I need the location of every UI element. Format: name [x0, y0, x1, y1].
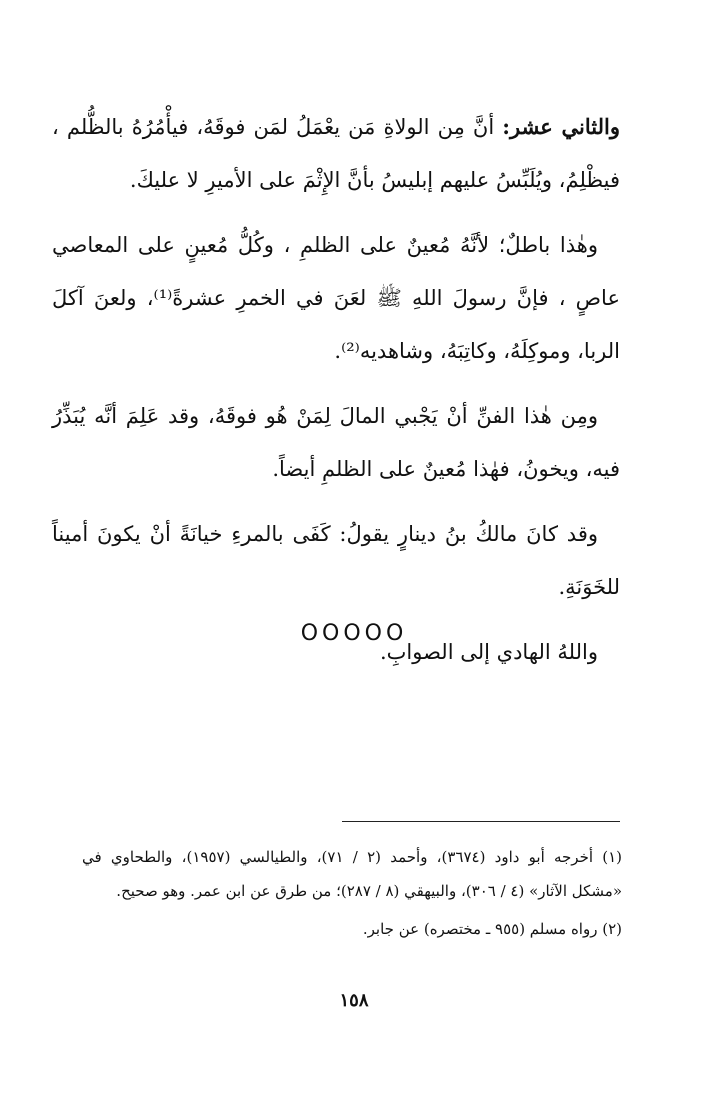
footnote-1: (١) أخرجه أبو داود (٣٦٧٤)، وأحمد (٢ / ٧١)، والطيالسي (١٩٥٧)، والطحاوي في «مشكل الآثار» (٤ / ٣٠٦)، والبيهقي (٨ / ٢٨٧)؛ من طرق عن ابن عمر. وهو صحيح. [82, 848, 623, 900]
paragraph-1 [52, 100, 620, 207]
paragraph-3 [52, 390, 620, 496]
paragraph-text: أنَّ مِن الولاةِ مَن يعْمَلُ لمَن فوقَهُ، فيأْمُرُهُ بالظُّلم ، فيظْلِمُ، ويُلَبِّسُ عليهم إبليسُ بأنَّ الإِثْمَ على الأميرِ لا عليكَ. [52, 115, 620, 192]
page-number: ١٥٨ [339, 990, 369, 1011]
footnotes [82, 840, 622, 950]
paragraph-text: ومِن هٰذا الفنِّ أنْ يَجْبي المالَ لِمَنْ هُو فوقَهُ، وقد عَلِمَ أنَّه يُبَذِّرُ فيه، ويخونُ، فهٰذا مُعينٌ على الظلمِ أيضاً. [52, 404, 620, 481]
section-separator: OOOOO [300, 621, 408, 646]
paragraph-4 [52, 508, 620, 614]
main-text [52, 100, 620, 679]
footnote-divider [342, 821, 620, 822]
paragraph-lead: والثاني عشر: [502, 114, 621, 139]
footnote-2: (٢) رواه مسلم (٩٥٥ ـ مختصره) عن جابر. [362, 920, 622, 938]
paragraph-text: وقد كانَ مالكُ بنُ دينارٍ يقولُ: كَفَى بالمرءِ خيانَةً أنْ يكونَ أميناً للخَوَنَةِ. [52, 522, 620, 599]
closing-line: واللهُ الهادي إلى الصوابِ. [379, 640, 598, 664]
paragraph-text: وهٰذا باطلٌ؛ لأنَّهُ مُعينٌ على الظلمِ ، وكُلُّ مُعينٍ على المعاصي عاصٍ ، فإنَّ رسولَ اللهِ ﷺ لعَنَ في الخمرِ عشرةً⁽¹⁾، ولعنَ آكلَ الربا، وموكِلَهُ، وكاتِبَهُ، وشاهديه⁽²⁾. [52, 233, 620, 363]
paragraph-2 [52, 219, 620, 378]
